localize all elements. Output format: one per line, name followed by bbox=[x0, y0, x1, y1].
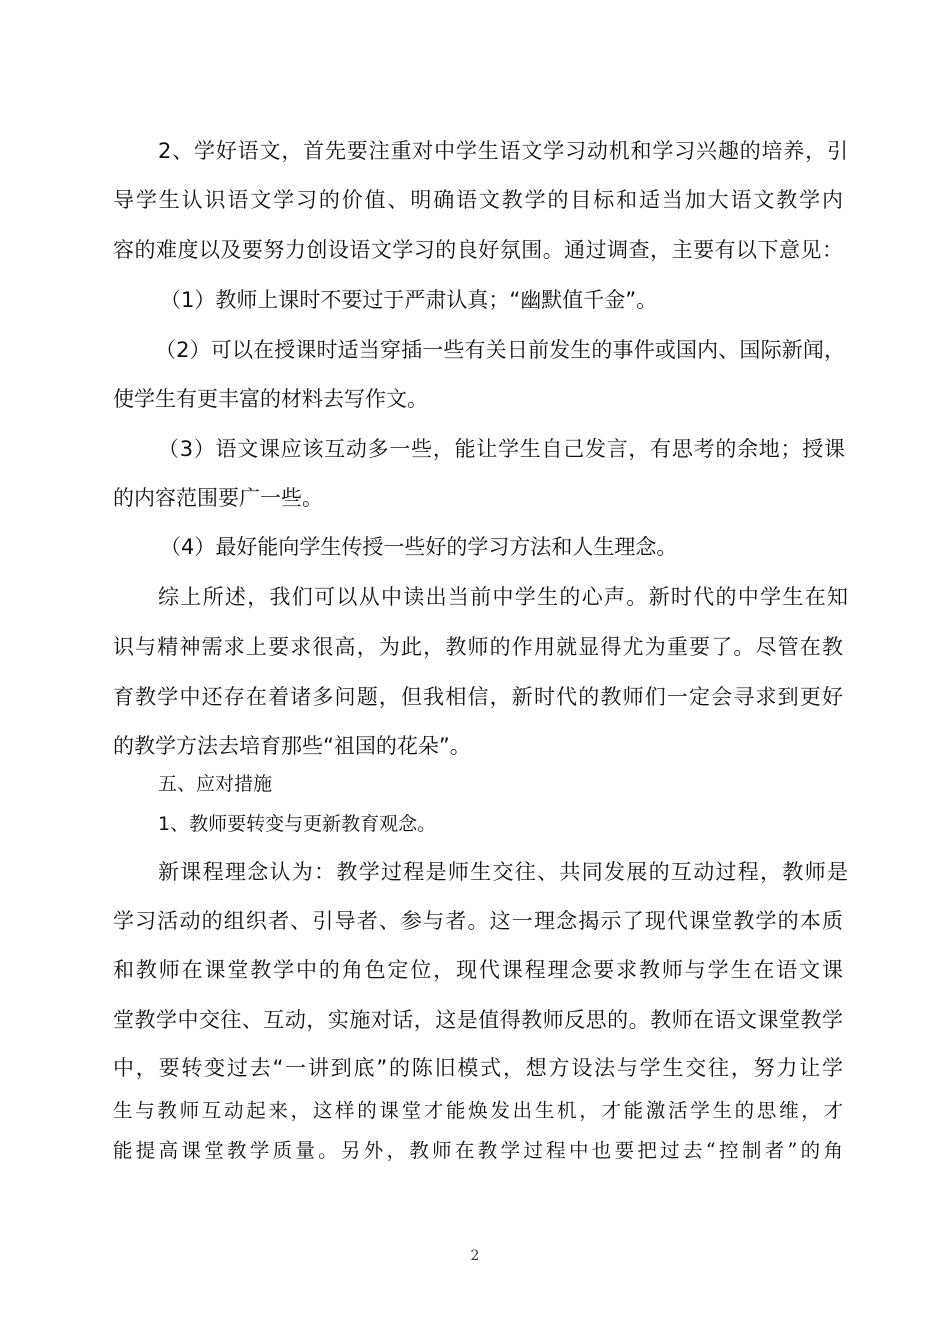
paragraph-line: 2、学好语文，首先要注重对中学生语文学习动机和学习兴趣的培养，引 bbox=[158, 139, 848, 163]
paragraph-line: 容的难度以及要努力创设语文学习的良好氛围。通过调查，主要有以下意见： bbox=[113, 238, 843, 262]
paragraph-line: 使学生有更丰富的材料去写作文。 bbox=[113, 387, 428, 411]
section-heading: 五、应对措施 bbox=[158, 773, 273, 795]
paragraph-line: 堂教学中交往、互动，实施对话，这是值得教师反思的。教师在语文课堂教学 bbox=[113, 1008, 843, 1032]
paragraph-line: 育教学中还存在着诸多问题，但我相信，新时代的教师们一定会寻求到更好 bbox=[113, 685, 843, 709]
list-item: （3）语文课应该互动多一些，能让学生自己发言，有思考的余地；授课 bbox=[158, 437, 845, 461]
paragraph-line: 导学生认识语文学习的价值、明确语文教学的目标和适当加大语文教学内 bbox=[113, 188, 843, 212]
list-item: （1）教师上课时不要过于严肃认真；“幽默值千金”。 bbox=[160, 288, 658, 312]
list-item: （2）可以在授课时适当穿插一些有关日前发生的事件或国内、国际新闻， bbox=[155, 338, 845, 362]
paragraph-line: 的教学方法去培育那些“祖国的花朵”。 bbox=[113, 734, 471, 758]
paragraph-line: 中，要转变过去“一讲到底”的陈旧模式，想方设法与学生交往，努力让学 bbox=[113, 1056, 843, 1080]
paragraph-line: 能提高课堂教学质量。另外，教师在教学过程中也要把过去“控制者”的角 bbox=[113, 1139, 843, 1162]
paragraph-line: 的内容范围要广一些。 bbox=[113, 486, 323, 510]
paragraph-line: 识与精神需求上要求很高，为此，教师的作用就显得尤为重要了。尽管在教 bbox=[113, 635, 843, 659]
page-number: 2 bbox=[470, 1248, 480, 1264]
paragraph-line: 综上所述，我们可以从中读出当前中学生的心声。新时代的中学生在知 bbox=[158, 585, 848, 609]
paragraph-line: 学习活动的组织者、引导者、参与者。这一理念揭示了现代课堂教学的本质 bbox=[113, 909, 843, 933]
paragraph-line: 生与教师互动起来，这样的课堂才能焕发出生机，才能激活学生的思维，才 bbox=[113, 1099, 843, 1122]
paragraph-line: 和教师在课堂教学中的角色定位，现代课程理念要求教师与学生在语文课 bbox=[113, 958, 843, 982]
subsection-heading: 1、教师要转变与更新教育观念。 bbox=[158, 813, 437, 835]
list-item: （4）最好能向学生传授一些好的学习方法和人生理念。 bbox=[160, 535, 678, 559]
paragraph-line: 新课程理念认为：教学过程是师生交往、共同发展的互动过程，教师是 bbox=[158, 860, 848, 884]
